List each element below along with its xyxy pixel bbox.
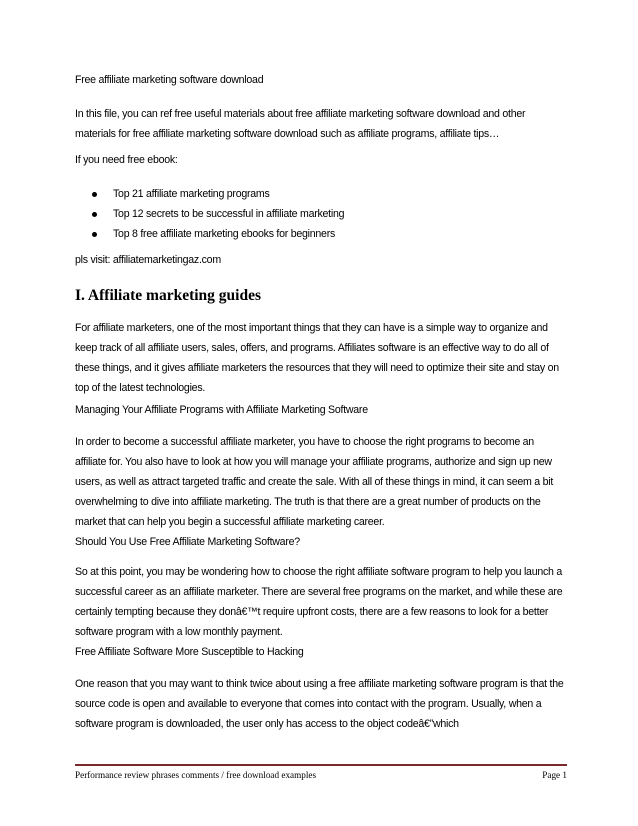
paragraph-hacking: One reason that you may want to think twice about using a free affiliate marketing software program is that the source code is open and available to everyone that comes into contact with the program. Usually, when a software program is downloaded, the user only has access to the object codeâ€”which bbox=[75, 678, 564, 730]
bullet-icon bbox=[92, 192, 97, 197]
subheading-hacking: Free Affiliate Software More Susceptible to Hacking bbox=[75, 646, 304, 658]
visit-line: pls visit: affiliatemarketingaz.com bbox=[75, 254, 221, 266]
section-heading: I. Affiliate marketing guides bbox=[75, 287, 261, 304]
document-title-line: Free affiliate marketing software download bbox=[75, 74, 264, 86]
bullet-icon bbox=[92, 212, 97, 217]
list-item bbox=[75, 224, 567, 244]
bullet-icon bbox=[92, 232, 97, 237]
paragraph-managing-programs: In order to become a successful affiliate marketer, you have to choose the right programs to become an affiliate for. You also have to look at how you will manage your affiliate programs, authorize and sign up new users, as well as attract targeted traffic and create the sale. With all of these things in mind, it can seem a bit overwhelming to dive into affiliate marketing. The truth is that there are a great number of products on the market that can help you begin a successful affiliate marketing career. bbox=[75, 436, 554, 528]
footer-divider bbox=[75, 764, 567, 766]
list-item bbox=[75, 204, 567, 224]
ebook-prompt: If you need free ebook: bbox=[75, 154, 178, 166]
list-item-text: Top 12 secrets to be successful in affiliate marketing bbox=[113, 208, 345, 220]
list-item-text: Top 8 free affiliate marketing ebooks for beginners bbox=[113, 228, 336, 240]
paragraph-affiliate-guides: For affiliate marketers, one of the most important things that they can have is a simple way to organize and keep track of all affiliate users, sales, offers, and programs. Affiliates software is an effective way to do all of these things, and it gives affiliate marketers the resources that they will need to optimize their site and stay on top of the latest technologies. bbox=[75, 322, 559, 394]
footer-text: Performance review phrases comments / free download examples bbox=[75, 770, 317, 780]
intro-paragraph: In this file, you can ref free useful materials about free affiliate marketing software download and other materials for free affiliate marketing software download such as affiliate programs, affiliate tips… bbox=[75, 108, 526, 140]
ebook-list bbox=[75, 184, 567, 244]
page-number: Page 1 bbox=[542, 770, 567, 780]
subheading-managing-programs: Managing Your Affiliate Programs with Affiliate Marketing Software bbox=[75, 404, 368, 416]
list-item bbox=[75, 184, 567, 204]
paragraph-free-software: So at this point, you may be wondering how to choose the right affiliate software program to help you launch a successful career as an affiliate marketer. There are several free programs on the market, and while these are certainly tempting because they donâ€™t require upfront costs, there are a few reasons to look for a better software program with a low monthly payment. bbox=[75, 566, 563, 638]
list-item-text: Top 21 affiliate marketing programs bbox=[113, 188, 270, 200]
subheading-free-software: Should You Use Free Affiliate Marketing Software? bbox=[75, 536, 300, 548]
